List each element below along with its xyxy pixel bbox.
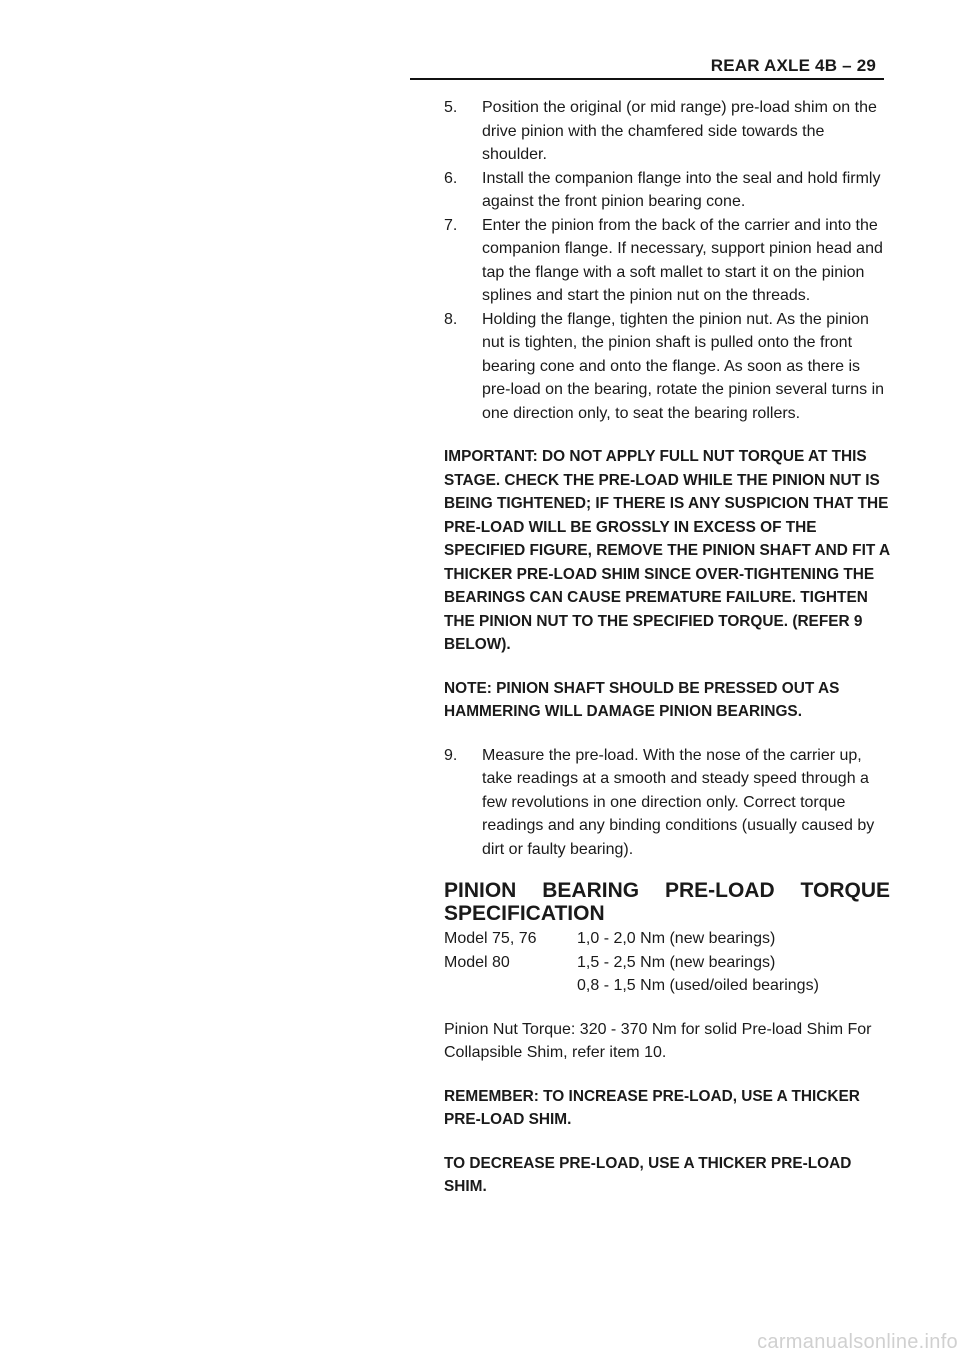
spec-heading <box>444 879 890 925</box>
spec-heading-word: PRE-LOAD <box>664 879 775 902</box>
spec-heading-word: TORQUE <box>800 879 890 902</box>
step-number: 5. <box>444 99 458 116</box>
spec-table <box>444 927 890 998</box>
spec-heading-line2: SPECIFICATION <box>444 902 605 925</box>
remember-paragraph: REMEMBER: TO INCREASE PRE-LOAD, USE A THICKER PRE-LOAD SHIM. <box>444 1087 860 1128</box>
important-warning: IMPORTANT: DO NOT APPLY FULL NUT TORQUE AT THIS STAGE. CHECK THE PRE-LOAD WHILE THE PINION NUT IS BEING TIGHTENED; IF THERE IS ANY SUSPICION THAT THE PRE-LOAD WILL BE GROSSLY IN EXCESS OF THE SPECIFIED FIGURE, REMOVE THE PINION SHAFT AND FIT A THICKER PRE-LOAD SHIM SINCE OVER-TIGHTENING THE BEARINGS CAN CAUSE PREMATURE FAILURE. TIGHTEN THE PINION NUT TO THE SPECIFIED TORQUE. (REFER 9 BELOW). <box>444 448 890 653</box>
page-header <box>410 56 884 80</box>
spec-row <box>444 974 890 998</box>
step-text: Position the original (or mid range) pre-load shim on the drive pinion with the chamfered side towards the shoulder. <box>482 99 877 163</box>
decrease-paragraph: TO DECREASE PRE-LOAD, USE A THICKER PRE-LOAD SHIM. <box>444 1154 852 1195</box>
step-number: 7. <box>444 216 458 234</box>
spec-row <box>444 951 890 975</box>
spec-model <box>444 974 577 998</box>
step-text: Measure the pre-load. With the nose of the carrier up, take readings at a smooth and steady speed through a few revolutions in one direction only. Correct torque readings and any binding conditions (usually caused by dirt or faulty bearing). <box>482 746 875 858</box>
step-7 <box>444 214 890 308</box>
step-number: 9. <box>444 746 458 764</box>
page-header-title: REAR AXLE 4B – 29 <box>710 56 876 75</box>
spec-heading-word: PINION <box>444 879 517 902</box>
step-8 <box>444 308 890 426</box>
step-number: 6. <box>444 169 458 187</box>
spec-value: 1,0 - 2,0 Nm (new bearings) <box>577 930 776 947</box>
note-paragraph: NOTE: PINION SHAFT SHOULD BE PRESSED OUT AS HAMMERING WILL DAMAGE PINION BEARINGS. <box>444 679 840 720</box>
step-text: Holding the flange, tighten the pinion nut. As the pinion nut is tighten, the pinion shaft is pulled onto the front bearing cone and onto the flange. As soon as there is pre-load on the bearing, rotate the pinion several turns in one direction only, to seat the bearing rollers. <box>482 310 885 422</box>
step-5 <box>444 96 890 167</box>
step-text: Enter the pinion from the back of the carrier and into the companion flange. If necessary, support pinion head and tap the flange with a soft mallet to start it on the pinion splines and start the pinion nut on the threads. <box>482 216 883 304</box>
nut-torque-paragraph: Pinion Nut Torque: 320 - 370 Nm for solid Pre-load Shim For Collapsible Shim, refer item 10. <box>444 1020 872 1061</box>
spec-row <box>444 927 890 951</box>
spec-model: Model 80 <box>444 953 510 971</box>
content-column <box>444 96 890 1199</box>
step-number: 8. <box>444 310 458 328</box>
watermark-text: carmanualsonline.info <box>757 1331 958 1353</box>
step-6 <box>444 167 890 214</box>
step-text: Install the companion flange into the seal and hold firmly against the front pinion bearing cone. <box>482 169 881 210</box>
step-9 <box>444 744 890 862</box>
spec-value: 0,8 - 1,5 Nm (used/oiled bearings) <box>577 977 819 994</box>
steps-list <box>444 96 890 425</box>
spec-model: Model 75, 76 <box>444 930 537 947</box>
spec-heading-word: BEARING <box>542 879 640 902</box>
spec-value: 1,5 - 2,5 Nm (new bearings) <box>577 953 776 971</box>
